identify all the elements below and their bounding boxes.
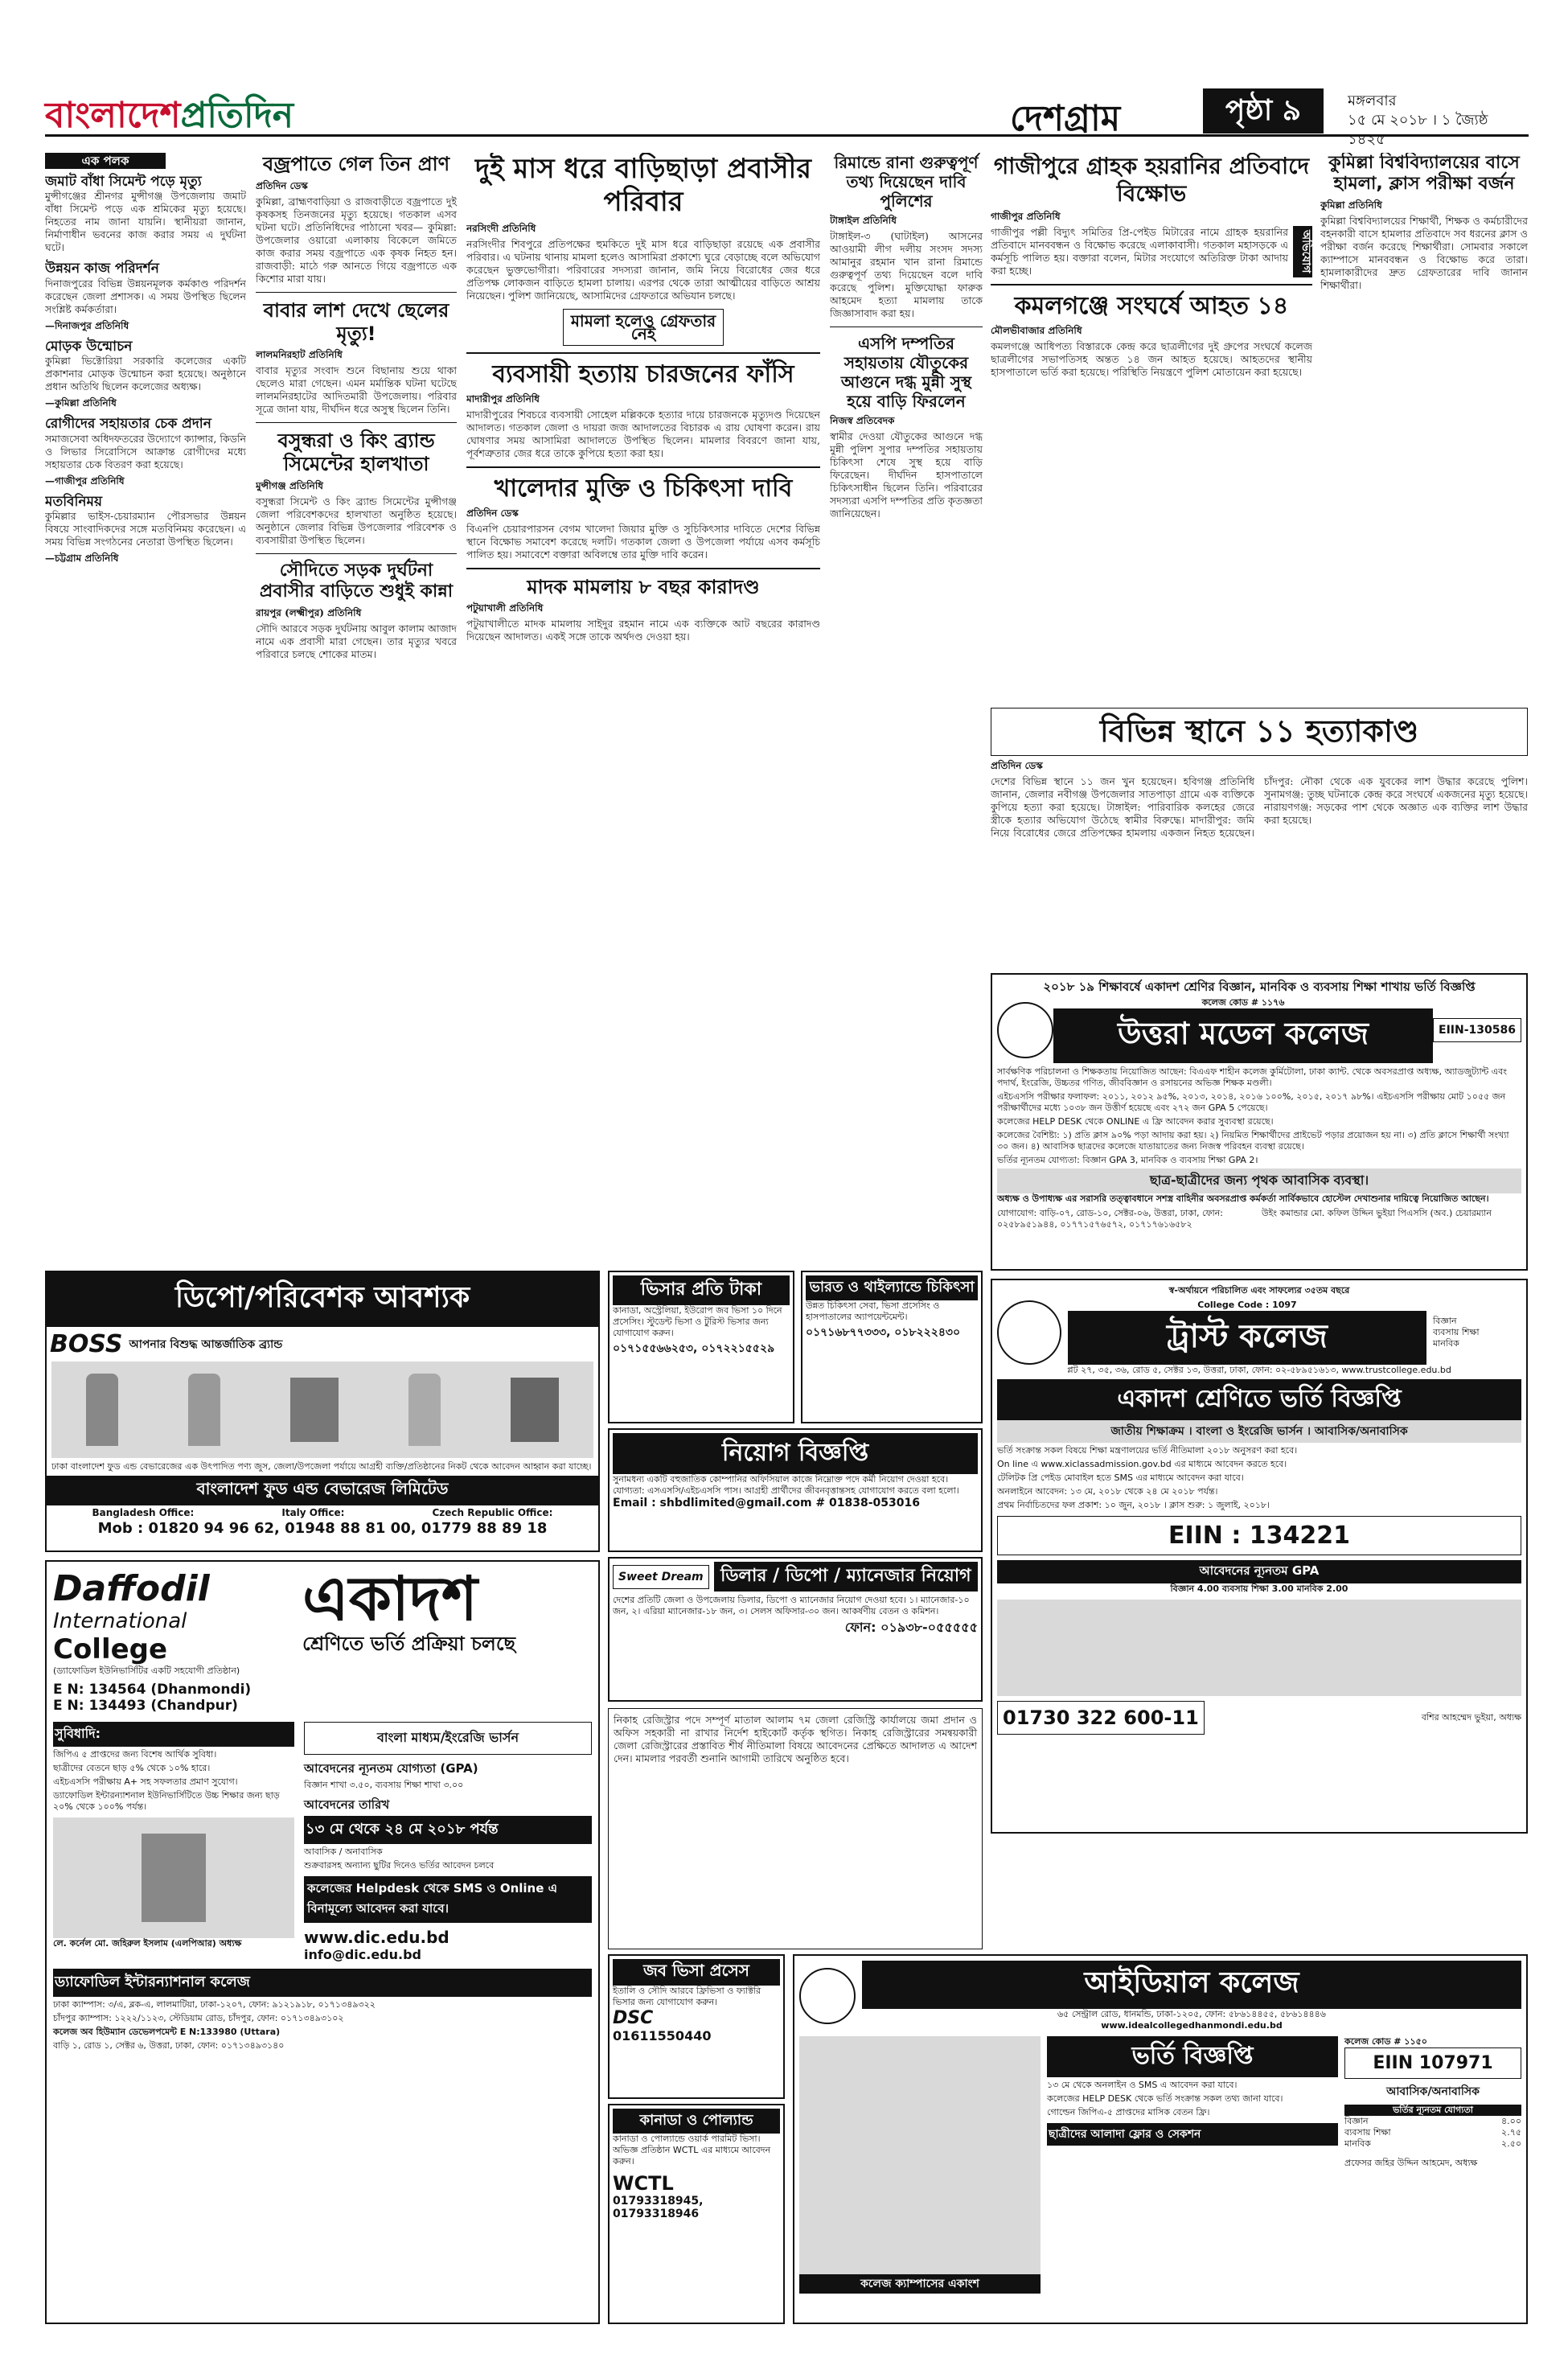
eiin-dhanmondi: E N: 134564 (Dhanmondi) xyxy=(53,1682,252,1698)
group-item: মানবিক xyxy=(1433,1337,1459,1349)
college-emblem-icon xyxy=(799,1968,856,2024)
ad-title: ভিসার প্রতি টাকা xyxy=(613,1275,790,1305)
ad-point: ভর্তির ন্যূনতম যোগ্যতা: বিজ্ঞান GPA 3, মানবিক ও ব্যবসায় শিক্ষা GPA 2। xyxy=(997,1155,1258,1165)
ad-top-line: স্ব-অর্থায়নে পরিচালিত এবং সাফল্যের ৩৫তম বছরে xyxy=(1168,1285,1350,1296)
perk-item: ড্যাফোডিল ইন্টারন্যাশনাল ইউনিভার্সিটিতে উচ্চ শিক্ষার জন্য ছাড় ২০% থেকে ১০০% পর্যন্ত। xyxy=(53,1790,280,1812)
version-label: বাংলা মাধ্যম/ইংরেজি ভার্সন xyxy=(304,1722,592,1755)
article-byline: নিজস্ব প্রতিবেদক xyxy=(830,415,895,426)
article-headline: খালেদার মুক্তি ও চিকিৎসা দাবি xyxy=(494,474,793,503)
article-headline: ব্যবসায়ী হত্যায় চারজনের ফাঁসি xyxy=(492,359,794,388)
article-headline: সৌদিতে সড়ক দুর্ঘটনা প্রবাসীর বাড়িতে শুধুই কান্না xyxy=(259,560,454,602)
campus-address: ঢাকা ক্যাম্পাস: ৩/এ, ব্লক-এ, লালমাটিয়া, ঢাকা-১২০৭, ফোন: ৯১২১৯১৮, ০১৭১৩৪৯৩২২ xyxy=(53,1999,376,2010)
brief-headline: মোড়ক উন্মোচন xyxy=(45,338,133,355)
gpa-value: ২.৫০ xyxy=(1501,2138,1521,2149)
help-banner: কলেজের Helpdesk থেকে SMS ও Online এ বিনামূল্যে আবেদন করা যাবে। xyxy=(304,1876,592,1923)
group-item: বিজ্ঞান xyxy=(1433,1315,1457,1326)
bottle-icon xyxy=(86,1374,118,1446)
gpa-values: বিজ্ঞান 4.00 ব্যবসায় শিক্ষা 3.00 মানবিক 2.00 xyxy=(1170,1583,1348,1594)
ad-title: নিয়োগ বিজ্ঞপ্তি xyxy=(613,1433,978,1474)
column-five xyxy=(991,153,1312,700)
article-headline: কমলগঞ্জে সংঘর্ষে আহত ১৪ xyxy=(1014,292,1289,321)
brief-body: দিনাজপুরের বিভিন্ন উন্নয়নমূলক কর্মকাণ্ড পরিদর্শন করেছেন জেলা প্রশাসক। এ সময় উপস্থিত ছিলেন সংশ্লিষ্ট কর্মকর্তারা। xyxy=(45,277,246,315)
article-byline: রায়পুর (লক্ষ্মীপুর) প্রতিনিধি xyxy=(256,606,362,618)
article-headline: গাজীপুরে গ্রাহক হয়রানির প্রতিবাদে বিক্ষোভ xyxy=(993,153,1310,207)
brief-body: কুমিল্লার ভাইস-চেয়ারম্যান পৌরসভার উন্নয়ন বিষয়ে সাংবাদিকদের সঙ্গে মতবিনিময় করেছেন। এ সময় বিভিন্ন সংগঠনের নেতারা উপস্থিত ছিলেন। xyxy=(45,509,246,548)
principal-photo xyxy=(53,1817,294,1938)
brief-byline: —কুমিল্লা প্রতিনিধি xyxy=(45,397,117,409)
article-body: স্বামীর দেওয়া যৌতুকের আগুনে দগ্ধ মুন্নী পুলিশ সুপার দম্পতির সহায়তায় চিকিৎসা শেষে সুস্থ হয়ে বাড়ি ফিরেছেন। দীর্ঘদিন হাসপাতালে চিকিৎসাধীন ছিলেন তিনি। পরিবারের সদস্যরা এসপি দম্পতির প্রতি কৃতজ্ঞতা জানিয়েছেন। xyxy=(830,430,983,520)
chairman-sign: উইং কমান্ডার মো. কফিল উদ্দিন ভুইয়া পিএসসি (অব.) চেয়ারম্যান xyxy=(1262,1208,1492,1218)
article-headline: বাবার লাশ দেখে ছেলের মৃত্যু! xyxy=(263,298,449,345)
eiin-number: EIIN : 134221 xyxy=(997,1516,1521,1555)
briefs-tag: এক পলক xyxy=(45,153,166,169)
ad-big-title: একাদশ xyxy=(302,1563,478,1634)
phone-number: 01730 322 600-11 xyxy=(997,1701,1205,1735)
option-item: আবাসিক / অনাবাসিক xyxy=(304,1846,383,1857)
issue-date-text: ১৫ মে ২০১৮ । ১ জ্যৈষ্ঠ ১৪২৫ xyxy=(1348,112,1488,148)
ad-canada-poland xyxy=(608,2104,785,2324)
ad-banner: ভর্তি বিজ্ঞপ্তি xyxy=(1047,2036,1338,2077)
article-byline: কুমিল্লা প্রতিনিধি xyxy=(1320,199,1382,211)
campus-photo xyxy=(799,2036,1041,2294)
article-body: কুমিল্লা, ব্রাহ্মণবাড়িয়া ও রাজবাড়ীতে বজ্রপাতে দুই কৃষকসহ তিনজনের মৃত্যু হয়েছে। গতকাল এসব ঘটনা ঘটে। প্রতিনিধিদের পাঠানো খবর— কুমিল্লা: উপজেলার ওয়ারো এলাকায় বিকেলে জমিতে কাজ করার সময় বজ্রপাতে এক কৃষক নিহত হন। রাজবাড়ী: মাঠে গরু আনতে গিয়ে বজ্রপাতে এক কিশোর মারা যায়। xyxy=(256,195,457,285)
ad-job-visa xyxy=(608,1954,785,2099)
ad-brand: WCTL xyxy=(613,2172,674,2195)
column-four xyxy=(830,153,983,1102)
lead-body: নরসিংদীর শিবপুরে প্রতিপক্ষের হুমকিতে দুই মাস ধরে বাড়িছাড়া রয়েছে এক প্রবাসীর পরিবার। এ ঘটনায় থানায় মামলা হলেও আসামিরা প্রকাশ্যে ঘুরে বেড়াচ্ছে বলে অভিযোগ করেছেন ভুক্তভোগীরা। পরিবারের সদস্যরা জানান, জমি নিয়ে বিরোধের জের ধরে প্রতিপক্ষ লোকজন বাড়িতে হামলা চালায়। এরপর থেকে তারা আত্মীয়ের বাড়িতে আশ্রয় নিয়েছেন। পুলিশ জানিয়েছে, আসামিদের গ্রেফতারে অভিযান চলছে। xyxy=(466,237,820,302)
ad-phone: 01611550440 xyxy=(613,2028,712,2043)
ad-title: ডিপো/পরিবেশক আবশ্যক xyxy=(47,1272,598,1327)
ad-body: কানাডা, অস্ট্রেলিয়া, ইউরোপ জব ভিসা ১০ দিনে প্রসেসিং। স্টুডেন্ট ভিসা ও টুরিস্ট ভিসার জন্য যোগাযোগ করুন। xyxy=(613,1305,782,1338)
ad-ideal-college xyxy=(793,1954,1528,2324)
ad-phone: ০১৭১৬৮৭৭৩৩৩, ০১৮২২২৪৩০ xyxy=(806,1326,961,1339)
ad-tagline: আপনার বিশুদ্ধ আন্তর্জাতিক ব্র্যান্ড xyxy=(129,1337,283,1351)
website-link[interactable]: www.dic.edu.bd xyxy=(304,1928,449,1947)
murders-headline-box xyxy=(991,708,1528,756)
ad-point-highlight: ছাত্রীদের আলাদা ফ্লোর ও সেকশন xyxy=(1047,2123,1338,2146)
campus-title: ড্যাফোডিল ইন্টারন্যাশনাল কলেজ xyxy=(53,1969,592,1997)
article-byline: মাদারীপুর প্রতিনিধি xyxy=(466,392,540,405)
article-murders xyxy=(991,708,1528,965)
ad-body: সুনামধন্য একটি বহুজাতিক কোম্পানির অফিসিয়াল কাজে নিম্নোক্ত পদে কর্মী নিয়োগ দেওয়া হবে। যোগ্যতা: এসএসসি/এইচএসসি পাস। আগ্রহী প্রার্থীদের জীবনবৃত্তান্তসহ যোগাযোগ করতে বলা হলো। xyxy=(613,1474,959,1496)
article-headline: বজ্রপাতে গেল তিন প্রাণ xyxy=(262,153,450,175)
email-link[interactable]: info@dic.edu.bd xyxy=(304,1947,422,1962)
gpa-heading: ভর্তির ন্যূনতম যোগ্যতা xyxy=(1344,2105,1521,2116)
company-name: বাংলাদেশ ফুড এন্ড বেভারেজ লিমিটেড xyxy=(47,1476,598,1505)
college-address: ৬৫ সেন্ট্রাল রোড, ধানমন্ডি, ঢাকা-১২০৫, ফোন: ৫৮৬১৪৪৫৫, ৫৮৬১৪৪৪৬ xyxy=(1057,2009,1326,2019)
ad-title: কানাডা ও পোল্যান্ড xyxy=(613,2109,780,2134)
article-byline: প্রতিদিন ডেস্ক xyxy=(256,179,308,191)
hostel-note: অধ্যক্ষ ও উপাধ্যক্ষ এর সরাসরি তত্ত্বাবধানে সশস্ত্র বাহিনীর অবসরপ্রাপ্ত কর্মকর্তা সার্বিকভাবে হোস্টেল দেখাশুনার দায়িত্বে নিয়োজিত আছেন। xyxy=(997,1193,1489,1204)
article-byline: লালমনিরহাট প্রতিনিধি xyxy=(256,349,343,361)
ad-phone: ফোন: ০১৯৩৮-০৫৫৫৫৫ xyxy=(844,1620,978,1635)
ad-trust-college xyxy=(991,1279,1528,1834)
brand-boss: BOSS xyxy=(50,1330,123,1358)
brand-daffodil: Daffodil xyxy=(53,1568,210,1609)
gpa-heading: আবেদনের ন্যূনতম GPA xyxy=(997,1560,1521,1583)
article-body: বিএনপি চেয়ারপারসন বেগম খালেদা জিয়ার মুক্তি ও সুচিকিৎসার দাবিতে দেশের বিভিন্ন স্থানে বিক্ষোভ সমাবেশ করেছে দলটি। গতকাল জেলা ও উপজেলা পর্যায়ে এসব কর্মসূচি পালিত হয়। সমাবেশে বক্তারা অবিলম্বে তার মুক্তি দাবি করেন। xyxy=(466,522,820,561)
option-item: শুক্রবারসহ অন্যান্য ছুটির দিনেও ভর্তির আবেদন চলবে xyxy=(304,1860,495,1871)
ad-body: কানাডা ও পোল্যান্ডে ওয়ার্ক পারমিট ভিসা। অভিজ্ঞ প্রতিষ্ঠান WCTL এর মাধ্যমে আবেদন করুন। xyxy=(613,2134,771,2167)
hostel-banner: ছাত্র-ছাত্রীদের জন্য পৃথক আবাসিক ব্যবস্থা। xyxy=(997,1169,1521,1193)
college-emblem-icon xyxy=(997,1300,1061,1365)
pack-icon xyxy=(290,1378,339,1442)
gpa-value: ২.৭৫ xyxy=(1501,2127,1521,2138)
ad-point: কলেজের HELP DESK থেকে ভর্তি সংক্রান্ত সকল তথ্য জানা যাবে। xyxy=(1047,2093,1283,2104)
principal-sign: বশির আহম্মেদ ভুইয়া, অধ্যক্ষ xyxy=(1421,1712,1521,1723)
college-emblem-icon xyxy=(997,1002,1053,1058)
perk-item: ছাত্রীদের বেতনে ছাড় ৫% থেকে ১০% হারে। xyxy=(53,1763,211,1773)
brief-body: কুমিল্লা ভিক্টোরিয়া সরকারি কলেজের একটি প্রকাশনার মোড়ক উন্মোচন করা হয়েছে। অনুষ্ঠানে প্রধান অতিথি ছিলেন কলেজের অধ্যক্ষ। xyxy=(45,355,246,393)
article-byline: টাঙ্গাইল প্রতিনিধি xyxy=(830,215,897,226)
req-heading: আবেদনের ন্যূনতম যোগ্যতা (GPA) xyxy=(304,1761,478,1776)
ad-point: টেলিটক প্রি পেইড মোবাইল হতে SMS এর মাধ্যমে আবেদন করা যাবে। xyxy=(997,1472,1244,1483)
office-italy: Italy Office: xyxy=(281,1507,345,1518)
person-icon xyxy=(142,1834,206,1922)
brand-sub: (ড্যাফোডিল ইউনিভার্সিটির একটি সহযোগী প্রতিষ্ঠান) xyxy=(53,1665,240,1676)
brief-headline: জমাট বাঁধা সিমেন্ট পড়ে মৃত্যু xyxy=(45,174,202,190)
campus-address: বাড়ি ১, রোড ১, সেক্টর ৬, উত্তরা, ঢাকা, ফোন: ০১৭১৩৪৯৩১৪০ xyxy=(53,2040,285,2051)
eiin-chandpur: E N: 134493 (Chandpur) xyxy=(53,1698,238,1714)
office-bd: Bangladesh Office: xyxy=(92,1507,195,1518)
issue-date xyxy=(1348,92,1529,150)
eiin-number: EIIN-130586 xyxy=(1433,1018,1521,1042)
ad-email: Email : shbdlimited@gmail.com # 01838-053016 xyxy=(613,1497,920,1509)
article-body: সৌদি আরবে সড়ক দুর্ঘটনায় আবুল কালাম আজাদ নামে এক প্রবাসী মারা গেছেন। তার মৃত্যুর খবরে পরিবারে চলছে শোকের মাতম। xyxy=(256,622,457,660)
ad-banner: একাদশ শ্রেণিতে ভর্তি বিজ্ঞপ্তি xyxy=(997,1379,1521,1420)
brief-headline: মতবিনিময় xyxy=(45,493,102,510)
mobile-numbers: Mob : 01820 94 96 62, 01948 88 81 00, 01779 88 89 18 xyxy=(97,1520,548,1537)
article-body: বাবার মৃত্যুর সংবাদ শুনে বিছানায় শুয়ে থাকা ছেলেও মারা গেছেন। এমন মর্মান্তিক ঘটনা ঘটেছে লালমনিরহাটের আদিতমারী উপজেলায়। পরিবার সূত্রে জানা যায়, দীর্ঘদিন ধরে অসুস্থ ছিলেন তিনি। xyxy=(256,364,457,416)
brand-logo: বাংলাদেশপ্রতিদিন xyxy=(45,95,293,136)
article-body: কুমিল্লা বিশ্ববিদ্যালয়ের শিক্ষার্থী, শিক্ষক ও কর্মচারীদের বহনকারী বাসে হামলার প্রতিবাদে সব ধরনের ক্লাস ও পরীক্ষা বর্জন করেছে শিক্ষার্থীরা। সোমবার সকালে ক্যাম্পাসে মানববন্ধন ও বিক্ষোভ করে তারা। হামলাকারীদের দ্রুত গ্রেফতারের দাবি জানান শিক্ষার্থীরা। xyxy=(1320,214,1528,291)
article-headline: মাদক মামলায় ৮ বছর কারাদণ্ড xyxy=(527,575,760,598)
ad-intro: সার্বক্ষণিক পরিচালনা ও শিক্ষকতায় নিয়োজিত আছেন: বিএএফ শাহীন কলেজ কুর্মিটোলা, ঢাকা ক্যান্ট. থেকে অবসরপ্রাপ্ত অধ্যক্ষ, অ্যাডজুট্যান্ট এবং পদার্থ, ইংরেজি, উচ্চতর গণিত, জীববিজ্ঞান ও রসায়নের অভিজ্ঞ শিক্ষক মণ্ডলী। xyxy=(997,1066,1508,1088)
office-czech: Czech Republic Office: xyxy=(432,1507,553,1518)
ad-job xyxy=(608,1428,983,1552)
ad-bd-food xyxy=(45,1271,600,1552)
college-code: College Code : 1097 xyxy=(1197,1300,1297,1310)
ad-description: ঢাকা বাংলাদেশ ফুড এন্ড বেভারেজের এক উৎপাদিত পণ্য জুস, জেলা/উপজেলা পর্যায়ে আগ্রহী ব্যক্তি/প্রতিষ্ঠানের নিকট থেকে আবেদন আহ্বান করা যাচ্ছে। xyxy=(51,1461,592,1472)
article-byline: প্রতিদিন ডেস্ক xyxy=(466,507,519,519)
article-body: মাদারীপুরের শিবচরে ব্যবসায়ী সোহেল মল্লিককে হত্যার দায়ে চারজনকে মৃত্যুদণ্ড দিয়েছেন আদালত। গতকাল জেলা ও দায়রা জজ আদালতের বিচারক এ রায় ঘোষণা করেন। রায় ঘোষণার সময় আসামিরা আদালতে উপস্থিত ছিলেন। মামলার বিবরণে জানা যায়, পূর্বশত্রুতার জের ধরে তাকে কুপিয়ে হত্যা করা হয়। xyxy=(466,408,820,459)
ad-body: ইতালি ও সৌদি আরবে ফ্রিভিসা ও ফ্যাক্টরি ভিসার জন্য যোগাযোগ করুন। xyxy=(613,1986,761,2007)
ad-big-sub: শ্রেণিতে ভর্তি প্রক্রিয়া চলছে xyxy=(302,1633,516,1655)
ad-point: কলেজের বৈশিষ্ট্য: ১) প্রতি ক্লাস ৯০% পড়া আদায় করা হয়। ২) নিয়মিত শিক্ষার্থীদের প্রাইভেট পড়ার প্রয়োজন হয় না। ৩) প্রতি ক্লাসে শিক্ষার্থী সংখ্যা ৩০ জন। ৪) আবাসিক ছাত্রদের কলেজে যাতায়াতের জন্য নিজস্ব পরিবহন ব্যবস্থা রয়েছে। xyxy=(997,1130,1509,1152)
campus-address: চাঁদপুর ক্যাম্পাস: ১২২২/১১২৩, স্টেডিয়াম রোড, চাঁদপুর, ফোন: ০১৭১৩৪৯৩১০২ xyxy=(53,2013,344,2023)
brief-byline: —গাজীপুর প্রতিনিধি xyxy=(45,474,125,487)
brief-headline: উন্নয়ন কাজ পরিদর্শন xyxy=(45,261,159,277)
gpa-group: বিজ্ঞান xyxy=(1344,2116,1369,2126)
column-six xyxy=(1320,153,1528,700)
pull-quote: মামলা হলেও গ্রেফতার নেই xyxy=(563,309,724,346)
lead-headline: দুই মাস ধরে বাড়িছাড়া প্রবাসীর পরিবার xyxy=(475,153,811,218)
officer-name: লে. কর্নেল মো. জহিরুল ইসলাম (এলপিআর) অধ্যক্ষ xyxy=(53,1938,242,1949)
perk-item: জিপিএ ৫ প্রাপ্তদের জন্য বিশেষ আর্থিক সুবিধা। xyxy=(53,1749,217,1760)
ad-sub-banner: জাতীয় শিক্ষাক্রম । বাংলা ও ইংরেজি ভার্সন । আবাসিক/অনাবাসিক xyxy=(997,1420,1521,1443)
masthead xyxy=(45,88,1529,148)
article-headline: এসপি দম্পতির সহায়তায় যৌতুকের আগুনে দগ্ধ মুন্নী সুস্থ হয়ে বাড়ি ফিরলেন xyxy=(840,334,972,411)
brand-international: International xyxy=(53,1609,187,1633)
residential-label: আবাসিক/অনাবাসিক xyxy=(1386,2085,1480,2098)
ad-title: ভারত ও থাইল্যান্ডে চিকিৎসা xyxy=(806,1275,978,1300)
ad-point: এইচএসসি পরীক্ষার ফলাফল: ২০১১, ২০১২ ৯৫%, ২০১৩, ২০১৪, ২০১৬ ১০০%, ২০১৫, ২০১৭ ৯৮%। এইচএসসি পরীক্ষায় মোট ১০৫৫ জন পরীক্ষার্থীদের মধ্যে ১০৩৮ জন উত্তীর্ণ হয়েছে এবং ২৭২ জন GPA 5 পেয়েছে। xyxy=(997,1091,1506,1113)
college-address: প্লট ২৭, ৩৫, ৩৬, রোড ৫, সেক্টর ১৩, উত্তরা, ঢাকা, ফোন: ০২-৫৮৯৫১৬১৩, www.trustcollege.edu.bd xyxy=(1067,1365,1451,1375)
article-byline: মুন্সীগঞ্জ প্রতিনিধি xyxy=(256,479,323,491)
brief-body: সমাজসেবা অধিদফতরের উদ্যোগে ক্যান্সার, কিডনি ও লিভার সিরোসিসে আক্রান্ত রোগীদের মধ্যে সহায়তার চেক বিতরণ করা হয়েছে। xyxy=(45,432,246,470)
ad-title: ডিলার / ডিপো / ম্যানেজার নিয়োগ xyxy=(714,1562,978,1592)
college-name: আইডিয়াল কলেজ xyxy=(862,1961,1521,2009)
req-values: বিজ্ঞান শাখা ৩.৫০, ব্যবসায় শিক্ষা শাখা ৩.০০ xyxy=(304,1780,464,1790)
college-name: ট্রাস্ট কলেজ xyxy=(1068,1311,1426,1365)
ad-visa xyxy=(608,1271,794,1423)
ad-body: উন্নত চিকিৎসা সেবা, ভিসা প্রসেসিং ও হাসপাতালের অ্যাপয়েন্টমেন্ট। xyxy=(806,1300,940,1322)
article-headline: বসুন্ধরা ও কিং ব্র্যান্ড সিমেন্টের হালখাতা xyxy=(277,429,435,476)
ad-daffodil xyxy=(45,1560,600,2324)
page-number: পৃষ্ঠা ৯ xyxy=(1203,88,1324,133)
ad-brand: DSC xyxy=(613,2008,654,2028)
date-range: ১৩ মে থেকে ২৪ মে ২০১৮ পর্যন্ত xyxy=(304,1816,592,1844)
article-body: কমলগঞ্জে আধিপত্য বিস্তারকে কেন্দ্র করে ছাত্রলীগের দুই গ্রুপের সংঘর্ষে কলেজ ছাত্রলীগের সভাপতিসহ অন্তত ১৪ জন আহত হয়েছে। আহতদের স্থানীয় হাসপাতালে ভর্তি করা হয়েছে। পরিস্থিতি নিয়ন্ত্রণে পুলিশ মোতায়েন করা হয়েছে। xyxy=(991,340,1312,379)
perk-item: এইচএসসি পরীক্ষায় A+ সহ সফলতার প্রমাণ সুযোগ। xyxy=(53,1776,238,1787)
article-byline: প্রতিদিন ডেস্ক xyxy=(991,759,1043,771)
article-headline: বিভিন্ন স্থানে ১১ হত্যাকাণ্ড xyxy=(1099,713,1419,749)
ad-point: অনলাইনে আবেদন: ১৩ মে, ২০১৮ থেকে ২৪ মে ২০১৮ পর্যন্ত। xyxy=(997,1486,1218,1497)
ad-body: দেশের প্রতিটি জেলা ও উপজেলায় ডিলার, ডিপো ও ম্যানেজার নিয়োগ দেওয়া হবে। ১। ম্যানেজার-১০ জন, ২। এরিয়া ম্যানেজার-১৮ জন, ৩। সেলস অফিসার-৩০ জন। আকর্ষণীয় বেতন ও কমিশন। xyxy=(613,1595,970,1616)
article-body: পটুয়াখালীতে মাদক মামলায় সাইদুর রহমান নামে এক ব্যক্তিকে আট বছরের কারাদণ্ড দিয়েছেন আদালত। একই সঙ্গে তাকে অর্থদণ্ড দেওয়া হয়। xyxy=(466,618,820,643)
brand-college: College xyxy=(53,1633,168,1665)
article-body: টাঙ্গাইল-৩ (ঘাটাইল) আসনের আওয়ামী লীগ দলীয় সংসদ সদস্য আমানুর রহমান খান রানা রিমান্ডে গুরুত্বপূর্ণ তথ্য দিয়েছেন বলে দাবি করেছে পুলিশ। মুক্তিযোদ্ধা ফারুক আহমেদ হত্যা মামলায় তাকে জিজ্ঞাসাবাদ করা হয়। xyxy=(830,230,983,319)
column-briefs xyxy=(45,153,246,1263)
campus-address: কলেজ অব হিউম্যান ডেভেলপমেন্ট E N:133980 (Uttara) xyxy=(53,2027,281,2037)
section-title: দেশগ্রাম xyxy=(1010,98,1121,139)
brand-sweet-dream: Sweet Dream xyxy=(613,1565,709,1589)
side-tag: অভিযোগ xyxy=(1293,226,1312,277)
article-headline: রিমান্ডে রানা গুরুত্বপূর্ণ তথ্য দিয়েছেন দাবি পুলিশের xyxy=(834,153,979,211)
ad-sweet-dream xyxy=(608,1557,983,1702)
bottle-icon xyxy=(188,1374,220,1446)
college-name: উত্তরা মডেল কলেজ xyxy=(1053,1008,1433,1063)
group-item: ব্যবসায় শিক্ষা xyxy=(1433,1326,1480,1337)
gpa-value: ৪.০০ xyxy=(1501,2116,1521,2126)
gpa-group: মানবিক xyxy=(1344,2138,1371,2149)
brief-byline: —চট্টগ্রাম প্রতিনিধি xyxy=(45,552,119,564)
article-headline: কুমিল্লা বিশ্ববিদ্যালয়ের বাসে হামলা, ক্লাস পরীক্ষা বর্জন xyxy=(1328,153,1520,195)
column-two xyxy=(256,153,457,1263)
principal-sign: প্রফেসর জহির উদ্দিন আহমেদ, অধ্যক্ষ xyxy=(1344,2158,1478,2168)
brief-byline: —দিনাজপুর প্রতিনিধি xyxy=(45,319,129,331)
date-heading: আবেদনের তারিখ xyxy=(304,1797,390,1812)
campus-caption: কলেজ ক্যাম্পাসের একাংশ xyxy=(799,2274,1041,2294)
article-byline: গাজীপুর প্রতিনিধি xyxy=(991,211,1061,223)
notice-body: নিকাহ রেজিস্ট্রার পদে সম্পূর্ণ মাতাল আলাম ৭ম জেলা রেজিস্ট্রি কার্যালয়ে জমা প্রদান ও অফিস সহকারী না রাখার নির্দেশ হাইকোর্ট কর্তৃক স্থগিত। নিকাহ রেজিস্ট্রারের সমন্বয়কারী জেলা রেজিস্ট্রারের প্রস্তাবিত শীর্ষ নীতিমালা বিষয়ে আবেদনের প্রেক্ষিতে আদালত এ আদেশ দেন। মামলার পরবর্তী শুনানি আগামী তারিখে অনুষ্ঠিত হবে। xyxy=(614,1714,977,1764)
notice-court xyxy=(608,1708,983,1949)
ad-point: প্রথম নির্বাচিতদের ফল প্রকাশ: ১০ জুন, ২০১৮ । ক্লাস শুরু: ১ জুলাই, ২০১৮। xyxy=(997,1500,1270,1510)
gpa-group: ব্যবসায় শিক্ষা xyxy=(1344,2127,1391,2138)
article-body: দেশের বিভিন্ন স্থানে ১১ জন খুন হয়েছেন। হবিগঞ্জ প্রতিনিধি জানান, জেলার নবীগঞ্জ উপজেলার সাতপাড়া গ্রামে এক ব্যক্তিকে কুপিয়ে হত্যা করা হয়েছে। টাঙ্গাইল: পারিবারিক কলহের জেরে স্ত্রীকে হত্যার অভিযোগ উঠেছে স্বামীর বিরুদ্ধে। মাদারীপুর: জমি নিয়ে বিরোধের জেরে প্রতিপক্ষের হামলায় একজন নিহত হয়েছেন। চাঁদপুর: নৌকা থেকে এক যুবকের লাশ উদ্ধার করেছে পুলিশ। সুনামগঞ্জ: তুচ্ছ ঘটনাকে কেন্দ্র করে সংঘর্ষে একজনের মৃত্যু হয়েছে। নারায়ণগঞ্জ: সড়কের পাশ থেকে অজ্ঞাত এক ব্যক্তির লাশ উদ্ধার করা হয়েছে। xyxy=(991,774,1528,839)
ad-title: জব ভিসা প্রসেস xyxy=(613,1959,780,1986)
results-table xyxy=(997,1600,1521,1696)
ad-point: ভর্তি সংক্রান্ত সকল বিষয়ে শিক্ষা মন্ত্রণালয়ের ভর্তি নীতিমালা ২০১৮ অনুসরণ করা হবে। xyxy=(997,1445,1298,1456)
brief-body: মুন্সীগঞ্জের শ্রীনগর মুন্সীগঞ্জ উপজেলায় জমাট বাঁধা সিমেন্ট পড়ে এক শ্রমিকের মৃত্যু হয়েছে। নিহতের নাম জানা যায়নি। স্থানীয়রা জানান, নির্মাণাধীন ভবনের কাজ করার সময় এ দুর্ঘটনা ঘটে। xyxy=(45,190,246,254)
college-website: www.idealcollegedhanmondi.edu.bd xyxy=(1101,2020,1283,2031)
ad-phone: 01793318945, 01793318946 xyxy=(613,2195,704,2220)
article-body: গাজীপুর পল্লী বিদ্যুৎ সমিতির প্রি-পেইড মিটারের নামে গ্রাহক হয়রানির প্রতিবাদে মানববন্ধন ও বিক্ষোভ করেছে এলাকাবাসী। গতকাল মহাসড়কে এ কর্মসূচি পালিত হয়। বক্তারা বলেন, মিটার সংযোগে অতিরিক্ত টাকা আদায় করা হচ্ছে। xyxy=(991,226,1288,277)
product-image-strip xyxy=(51,1362,593,1458)
column-lead xyxy=(466,153,820,1263)
eiin-number: EIIN 107971 xyxy=(1344,2047,1521,2079)
ad-phone: ০১৭১৫৫৬৬২৫৩, ০১৭২২১৫৫২৯ xyxy=(613,1342,775,1355)
brief-headline: রোগীদের সহায়তার চেক প্রদান xyxy=(45,416,211,433)
college-code: কলেজ কোড # ১১৭৬ xyxy=(1201,997,1285,1008)
perks-heading: সুবিধাদি: xyxy=(53,1722,294,1747)
article-byline: মৌলভীবাজার প্রতিনিধি xyxy=(991,325,1082,337)
pack-icon xyxy=(511,1378,559,1442)
bottle-icon xyxy=(408,1374,441,1446)
ad-point: গোল্ডেন জিপিএ-৫ প্রাপ্তদের মাসিক বেতন ফ্রি। xyxy=(1047,2107,1210,2117)
issue-day: মঙ্গলবার xyxy=(1348,92,1397,109)
article-body: বসুন্ধরা সিমেন্ট ও কিং ব্র্যান্ড সিমেন্টের মুন্সীগঞ্জ জেলা পরিবেশকদের হালখাতা অনুষ্ঠিত হয়েছে। অনুষ্ঠানে জেলার বিভিন্ন উপজেলার পরিবেশক ও ব্যবসায়ীরা উপস্থিত ছিলেন। xyxy=(256,495,457,546)
ad-treatment xyxy=(801,1271,983,1423)
ad-point: On line এ www.xiclassadmission.gov.bd এর মাধ্যমে আবেদন করতে হবে। xyxy=(997,1459,1287,1469)
college-code: কলেজ কোড # ১১৫০ xyxy=(1344,2036,1427,2047)
ad-point: কলেজের HELP DESK থেকে ONLINE এ ফ্রি আবেদন করার সুব্যবস্থা রয়েছে। xyxy=(997,1116,1274,1127)
ad-top-line: ২০১৮ ১৯ শিক্ষাবর্ষে একাদশ শ্রেণির বিজ্ঞান, মানবিক ও ব্যবসায় শিক্ষা শাখায় ভর্তি বিজ্ঞপ্তি xyxy=(1043,980,1476,994)
ad-point: ১৩ মে থেকে অনলাইন ও SMS এ আবেদন করা যাবে। xyxy=(1047,2080,1238,2090)
contact-info: যোগাযোগ: বাড়ি-০৭, রোড-১০, সেক্টর-০৬, উত্তরা, ঢাকা, ফোন: ০২৫৮৯৫১৯৪৪, ০১৭৭১৫৭৬৫৭২, ০১৭১৭৬১৬৫৮২ xyxy=(997,1208,1223,1230)
lead-byline: নরসিংদী প্রতিনিধি xyxy=(466,222,536,234)
article-byline: পটুয়াখালী প্রতিনিধি xyxy=(466,602,544,614)
ad-uttara-model-college xyxy=(991,973,1528,1271)
